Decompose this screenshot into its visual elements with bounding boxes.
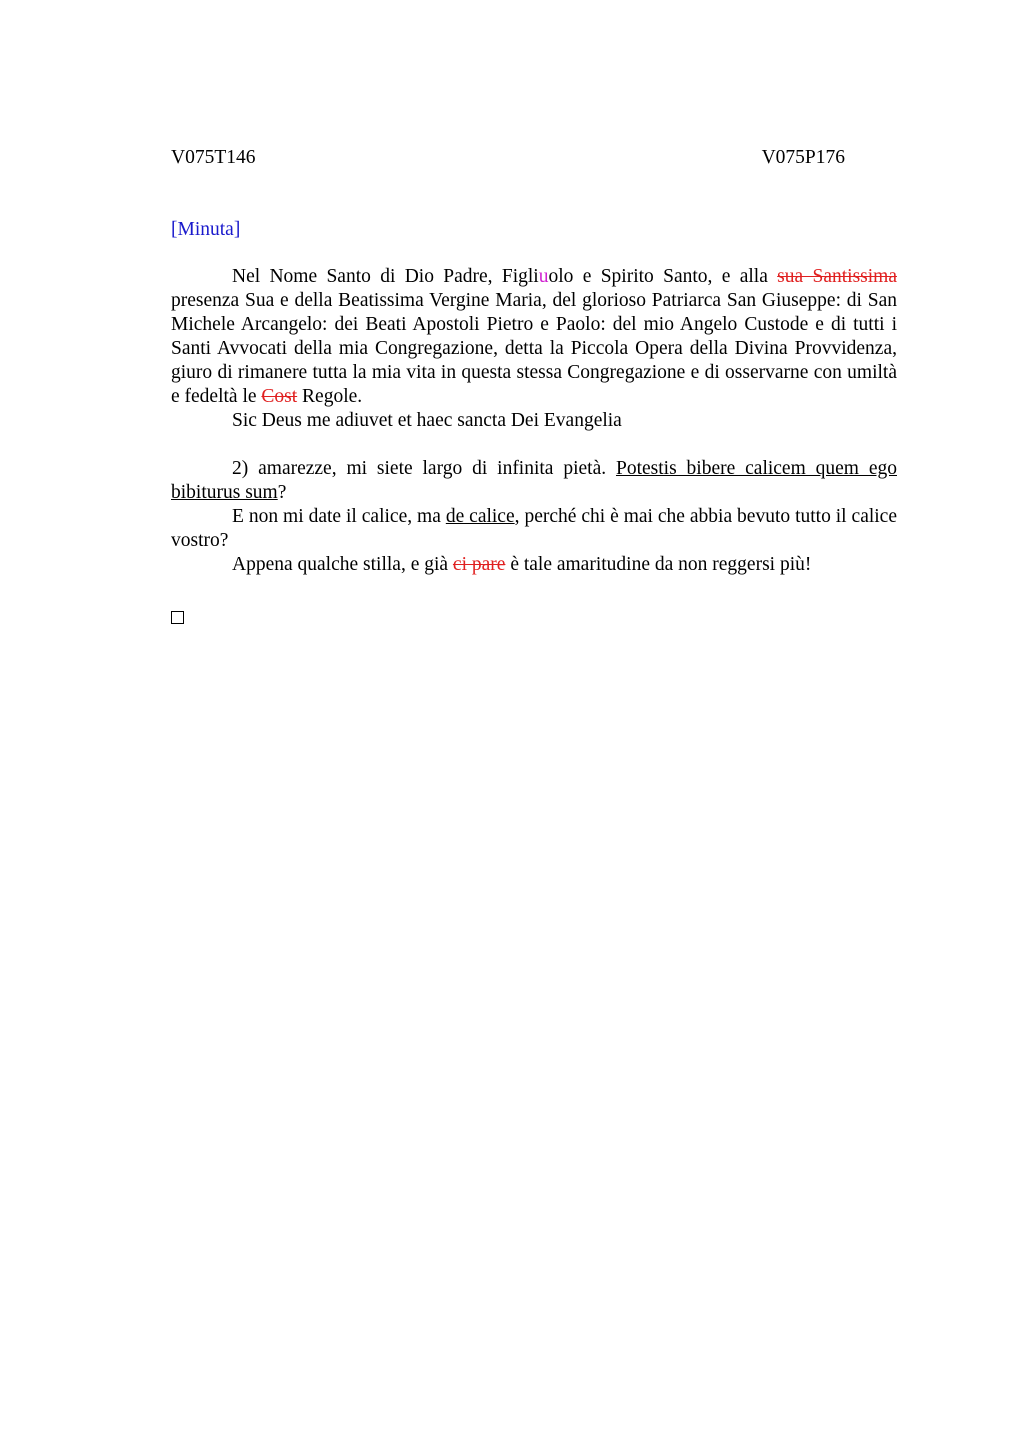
paragraph-gap <box>171 433 897 457</box>
oath-block <box>171 265 897 433</box>
chalice-paragraph-2 <box>171 505 897 553</box>
end-mark <box>171 577 897 631</box>
underlined-quote: Potestis bibere calicem quem ego bibiturus sum <box>171 458 897 503</box>
chalice-paragraph-3 <box>171 553 897 577</box>
deleted-text: sua Santissima <box>777 266 897 287</box>
chalice-text-2: ? <box>277 482 287 503</box>
volume-code-right: V075P176 <box>761 147 845 168</box>
oath-text-4: Regole. <box>297 386 363 407</box>
oath-paragraph <box>171 265 897 409</box>
oath-text-3: presenza Sua e della Beatissima Vergine Maria, del glorioso Patriarca San Giuseppe: di San Michele Arcangelo: dei Beati Apostoli Pietro e Paolo: del mio Angelo Custode e di tutti i Santi Avvocati della mia Congregazione, detta la Piccola Opera della Divina Provvidenza, giuro di rimanere tutta la mia vita in questa stessa Congregazione e di osservarne con umiltà e fedeltà le <box>171 290 897 407</box>
deleted-text: ci pare <box>452 554 506 575</box>
inserted-letter: u <box>538 266 549 287</box>
document-header <box>171 143 845 173</box>
latin-formula-paragraph: Sic Deus me adiuvet et haec sancta Dei Evangelia <box>232 410 622 431</box>
deleted-text: Cost <box>261 386 298 407</box>
chalice-paragraph-1 <box>171 457 897 505</box>
oath-text-2: olo e Spirito Santo, e alla <box>548 266 778 287</box>
square-box-icon <box>171 611 184 624</box>
chalice-text-3: E non mi date il calice, ma <box>232 506 446 527</box>
volume-code-left: V075T146 <box>171 147 256 168</box>
chalice-text-6: è tale amaritudine da non reggersi più! <box>505 554 812 575</box>
chalice-text-4: , perché chi è mai che abbia bevuto tutto il calice vostro? <box>171 506 897 551</box>
chalice-text-1: 2) amarezze, mi siete largo di infinita pietà. <box>232 458 616 479</box>
document-page <box>171 143 897 631</box>
chalice-block <box>171 457 897 577</box>
chalice-text-5: Appena qualche stilla, e già <box>232 554 453 575</box>
section-label: [Minuta] <box>171 219 241 240</box>
oath-text-1: Nel Nome Santo di Dio Padre, Figli <box>232 266 539 287</box>
underlined-phrase: de calice <box>445 506 515 527</box>
